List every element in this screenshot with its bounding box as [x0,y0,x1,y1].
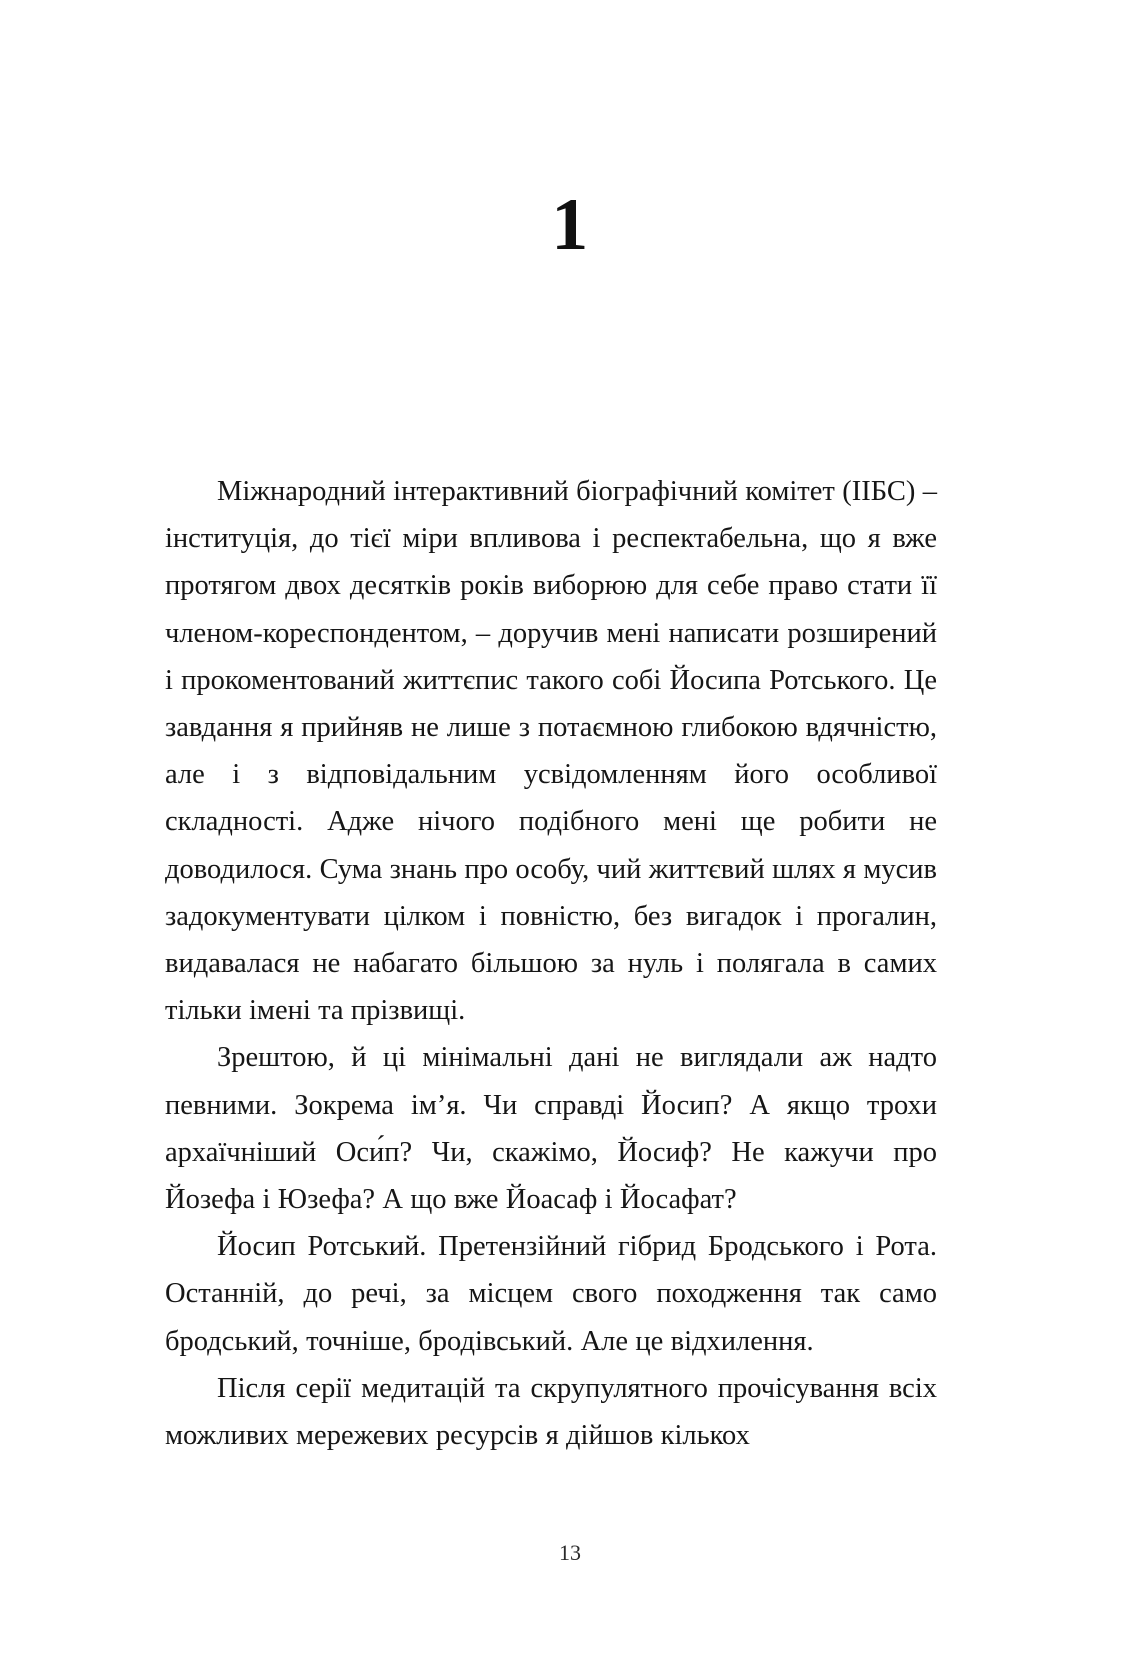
body-text-column [165,468,937,1459]
body-paragraph: Йосип Ротський. Претензійний гібрид Бродського і Рота. Останній, до речі, за місцем свого походження так само бродський, точніше, бродівський. Але це відхилення. [165,1231,937,1357]
body-paragraph: Зрештою, й ці мінімальні дані не виглядали аж надто певними. Зокрема ім’я. Чи справді Йосип? А якщо трохи архаїчніший Оси́п? Чи, скажімо, Йосиф? Не кажучи про Йозефа і Юзефа? А що вже Йоасаф і Йосафат? [165,1042,937,1216]
body-paragraph: Після серії медитацій та скрупулятного прочісування всіх можливих мережевих ресурсів я дійшов кількох [165,1372,937,1452]
body-paragraph: Міжнародний інтерактивний біографічний комітет (ІІБС) – інституція, до тієї міри впливова і респектабельна, що я вже протягом двох десятків років виборюю для себе право стати її членом-кореспондентом, – доручив мені написати розширений і прокоментований життєпис такого собі Йосипа Ротського. Це завдання я прийняв не лише з потаємною глибокою вдячністю, але і з відповідальним усвідомленням його особливої складності. Адже нічого подібного мені ще робити не доводилося. Сума знань про особу, чий життєвий шлях я мусив задокументувати цілком і повністю, без вигадок і прогалин, видавалася не набагато більшою за нуль і полягала в самих тільки імені та прізвищі. [165,476,937,1027]
chapter-number: 1 [551,184,589,266]
page-number: 13 [559,1540,581,1565]
